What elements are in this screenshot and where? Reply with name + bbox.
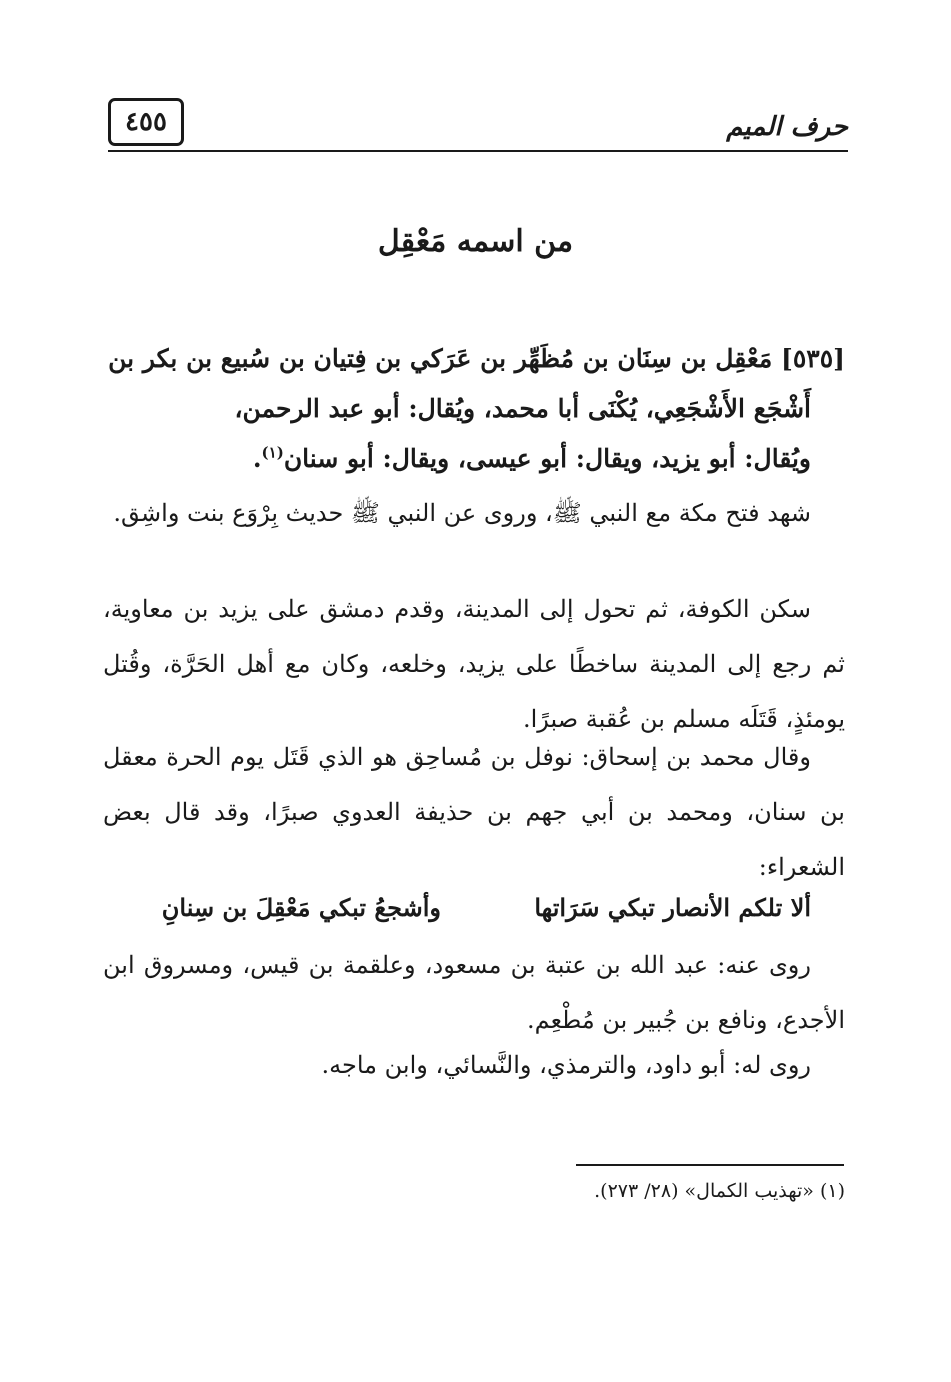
- header-rule: [108, 150, 848, 152]
- paragraph-1: [103, 486, 845, 541]
- page-number-box: [108, 98, 184, 146]
- paragraph-2-text: سكن الكوفة، ثم تحول إلى المدينة، وقدم دمشق على يزيد بن معاوية، ثم رجع إلى المدينة ساخطًا على يزيد، وخلعه، وكان مع أهل الحَرَّة، وقُتل يومئذٍ، قَتَلَه مسلم بن عُقبة صبرًا.: [103, 595, 845, 733]
- verse-hemistich-1: ألا تلكم الأنصار تبكي سَرَاتها: [534, 893, 811, 922]
- running-head: حرف الميم: [726, 112, 848, 142]
- entry-line-1: مَعْقِل بن سِنَان بن مُظَهِّر بن عَرَكي بن فِتيان بن سُبيع بن بكر بن: [108, 344, 773, 373]
- paragraph-1-text: شهد فتح مكة مع النبي ﷺ، وروى عن النبي ﷺ حديث بِرْوَع بنت واشِق.: [113, 499, 811, 527]
- entry-number: [٥٣٥]: [781, 344, 845, 373]
- poetry-verse: [103, 885, 845, 935]
- entry-line-2: أَشْجَع الأَشْجَعِي، يُكْنَى أبا محمد، ويُقال: أبو عبد الرحمن،: [234, 394, 811, 423]
- entry-line-3-end: .: [252, 444, 262, 473]
- paragraph-5: [103, 1038, 845, 1093]
- footnote: (١) «تهذيب الكمال» (٢٨/ ٢٧٣).: [594, 1180, 845, 1202]
- footnote-marker: (١): [261, 443, 284, 462]
- entry-heading: [103, 334, 845, 484]
- section-title: من اسمه مَعْقِل: [377, 224, 574, 259]
- paragraph-4: [103, 938, 845, 1048]
- entry-line-3: ويُقال: أبو يزيد، ويقال: أبو عيسى، ويقال: أبو سنان: [283, 444, 811, 473]
- page-number: ٤٥٥: [125, 107, 167, 137]
- page-header: [108, 96, 848, 156]
- paragraph-2: [103, 582, 845, 747]
- paragraph-3-text: وقال محمد بن إسحاق: نوفل بن مُساحِق هو الذي قَتَل يوم الحرة معقل بن سنان، ومحمد بن أبي جهم بن حذيفة العدوي صبرًا، وقد قال بعض الشعراء:: [103, 743, 845, 881]
- entry-line-3-wrap: [103, 434, 845, 484]
- verse-hemistich-2: وأشجعُ تبكي مَعْقِلَ بن سِنانِ: [161, 893, 441, 922]
- paragraph-5-text: روى له: أبو داود، والترمذي، والنَّسائي، وابن ماجه.: [321, 1051, 811, 1079]
- paragraph-4-text: روى عنه: عبد الله بن عتبة بن مسعود، وعلقمة بن قيس، ومسروق ابن الأجدع، ونافع بن جُبير بن مُطْعِم.: [103, 951, 845, 1034]
- footnote-rule: [576, 1164, 844, 1166]
- paragraph-3: [103, 730, 845, 895]
